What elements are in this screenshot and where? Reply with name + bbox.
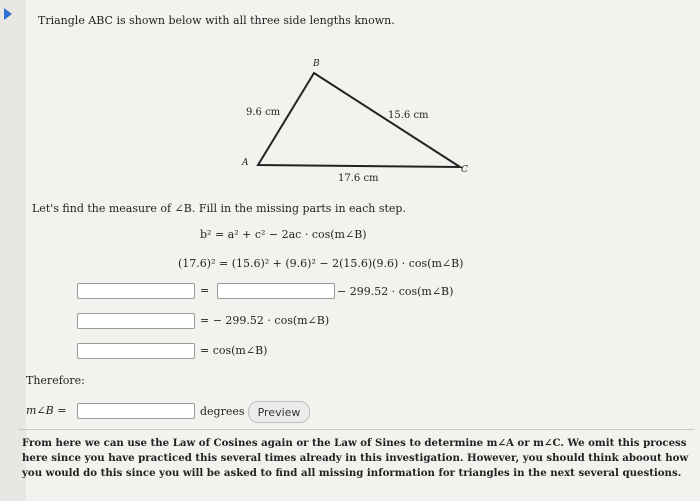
side-ac-label: 17.6 cm	[338, 173, 379, 184]
footer-note: From here we can use the Law of Cosines again or the Law of Sines to determine m∠A or m∠C. We omit this process here since you have practiced this several times already in this investigation. However, you should think aboout how you would do this since you will be asked to find all missing information for triangles in the next several questions.	[22, 437, 689, 479]
side-bc-label: 15.6 cm	[388, 110, 429, 121]
vertex-b-label: B	[313, 59, 320, 69]
step1-rhs-input[interactable]	[217, 283, 335, 299]
therefore-label: Therefore:	[26, 374, 85, 387]
side-ab-label: 9.6 cm	[246, 107, 281, 118]
step3-rhs-text: = cos(m∠B)	[200, 344, 268, 357]
intro-text: Triangle ABC is shown below with all three side lengths known.	[38, 14, 395, 27]
divider	[18, 429, 694, 430]
substituted-equation: (17.6)² = (15.6)² + (9.6)² − 2(15.6)(9.6) · cos(m∠B)	[178, 257, 464, 270]
preview-button[interactable]: Preview	[248, 401, 310, 423]
step2-rhs-text: = − 299.52 · cos(m∠B)	[200, 314, 330, 327]
angle-b-answer-input[interactable]	[77, 403, 195, 419]
step3-lhs-input[interactable]	[77, 343, 195, 359]
triangle-shape	[258, 73, 460, 167]
step1-rhs-text: − 299.52 · cos(m∠B)	[337, 285, 454, 298]
answer-label: m∠B =	[26, 404, 67, 417]
vertex-a-label: A	[242, 158, 249, 168]
triangle-diagram	[230, 55, 480, 190]
step1-equals: =	[200, 284, 210, 297]
step1-lhs-input[interactable]	[77, 283, 195, 299]
step2-lhs-input[interactable]	[77, 313, 195, 329]
degrees-unit-label: degrees	[200, 405, 245, 418]
law-of-cosines-equation: b² = a² + c² − 2ac · cos(m∠B)	[200, 228, 367, 241]
expand-arrow-icon[interactable]	[4, 8, 12, 20]
vertex-c-label: C	[461, 165, 468, 175]
instructions-text: Let's find the measure of ∠B. Fill in the missing parts in each step.	[32, 202, 406, 215]
